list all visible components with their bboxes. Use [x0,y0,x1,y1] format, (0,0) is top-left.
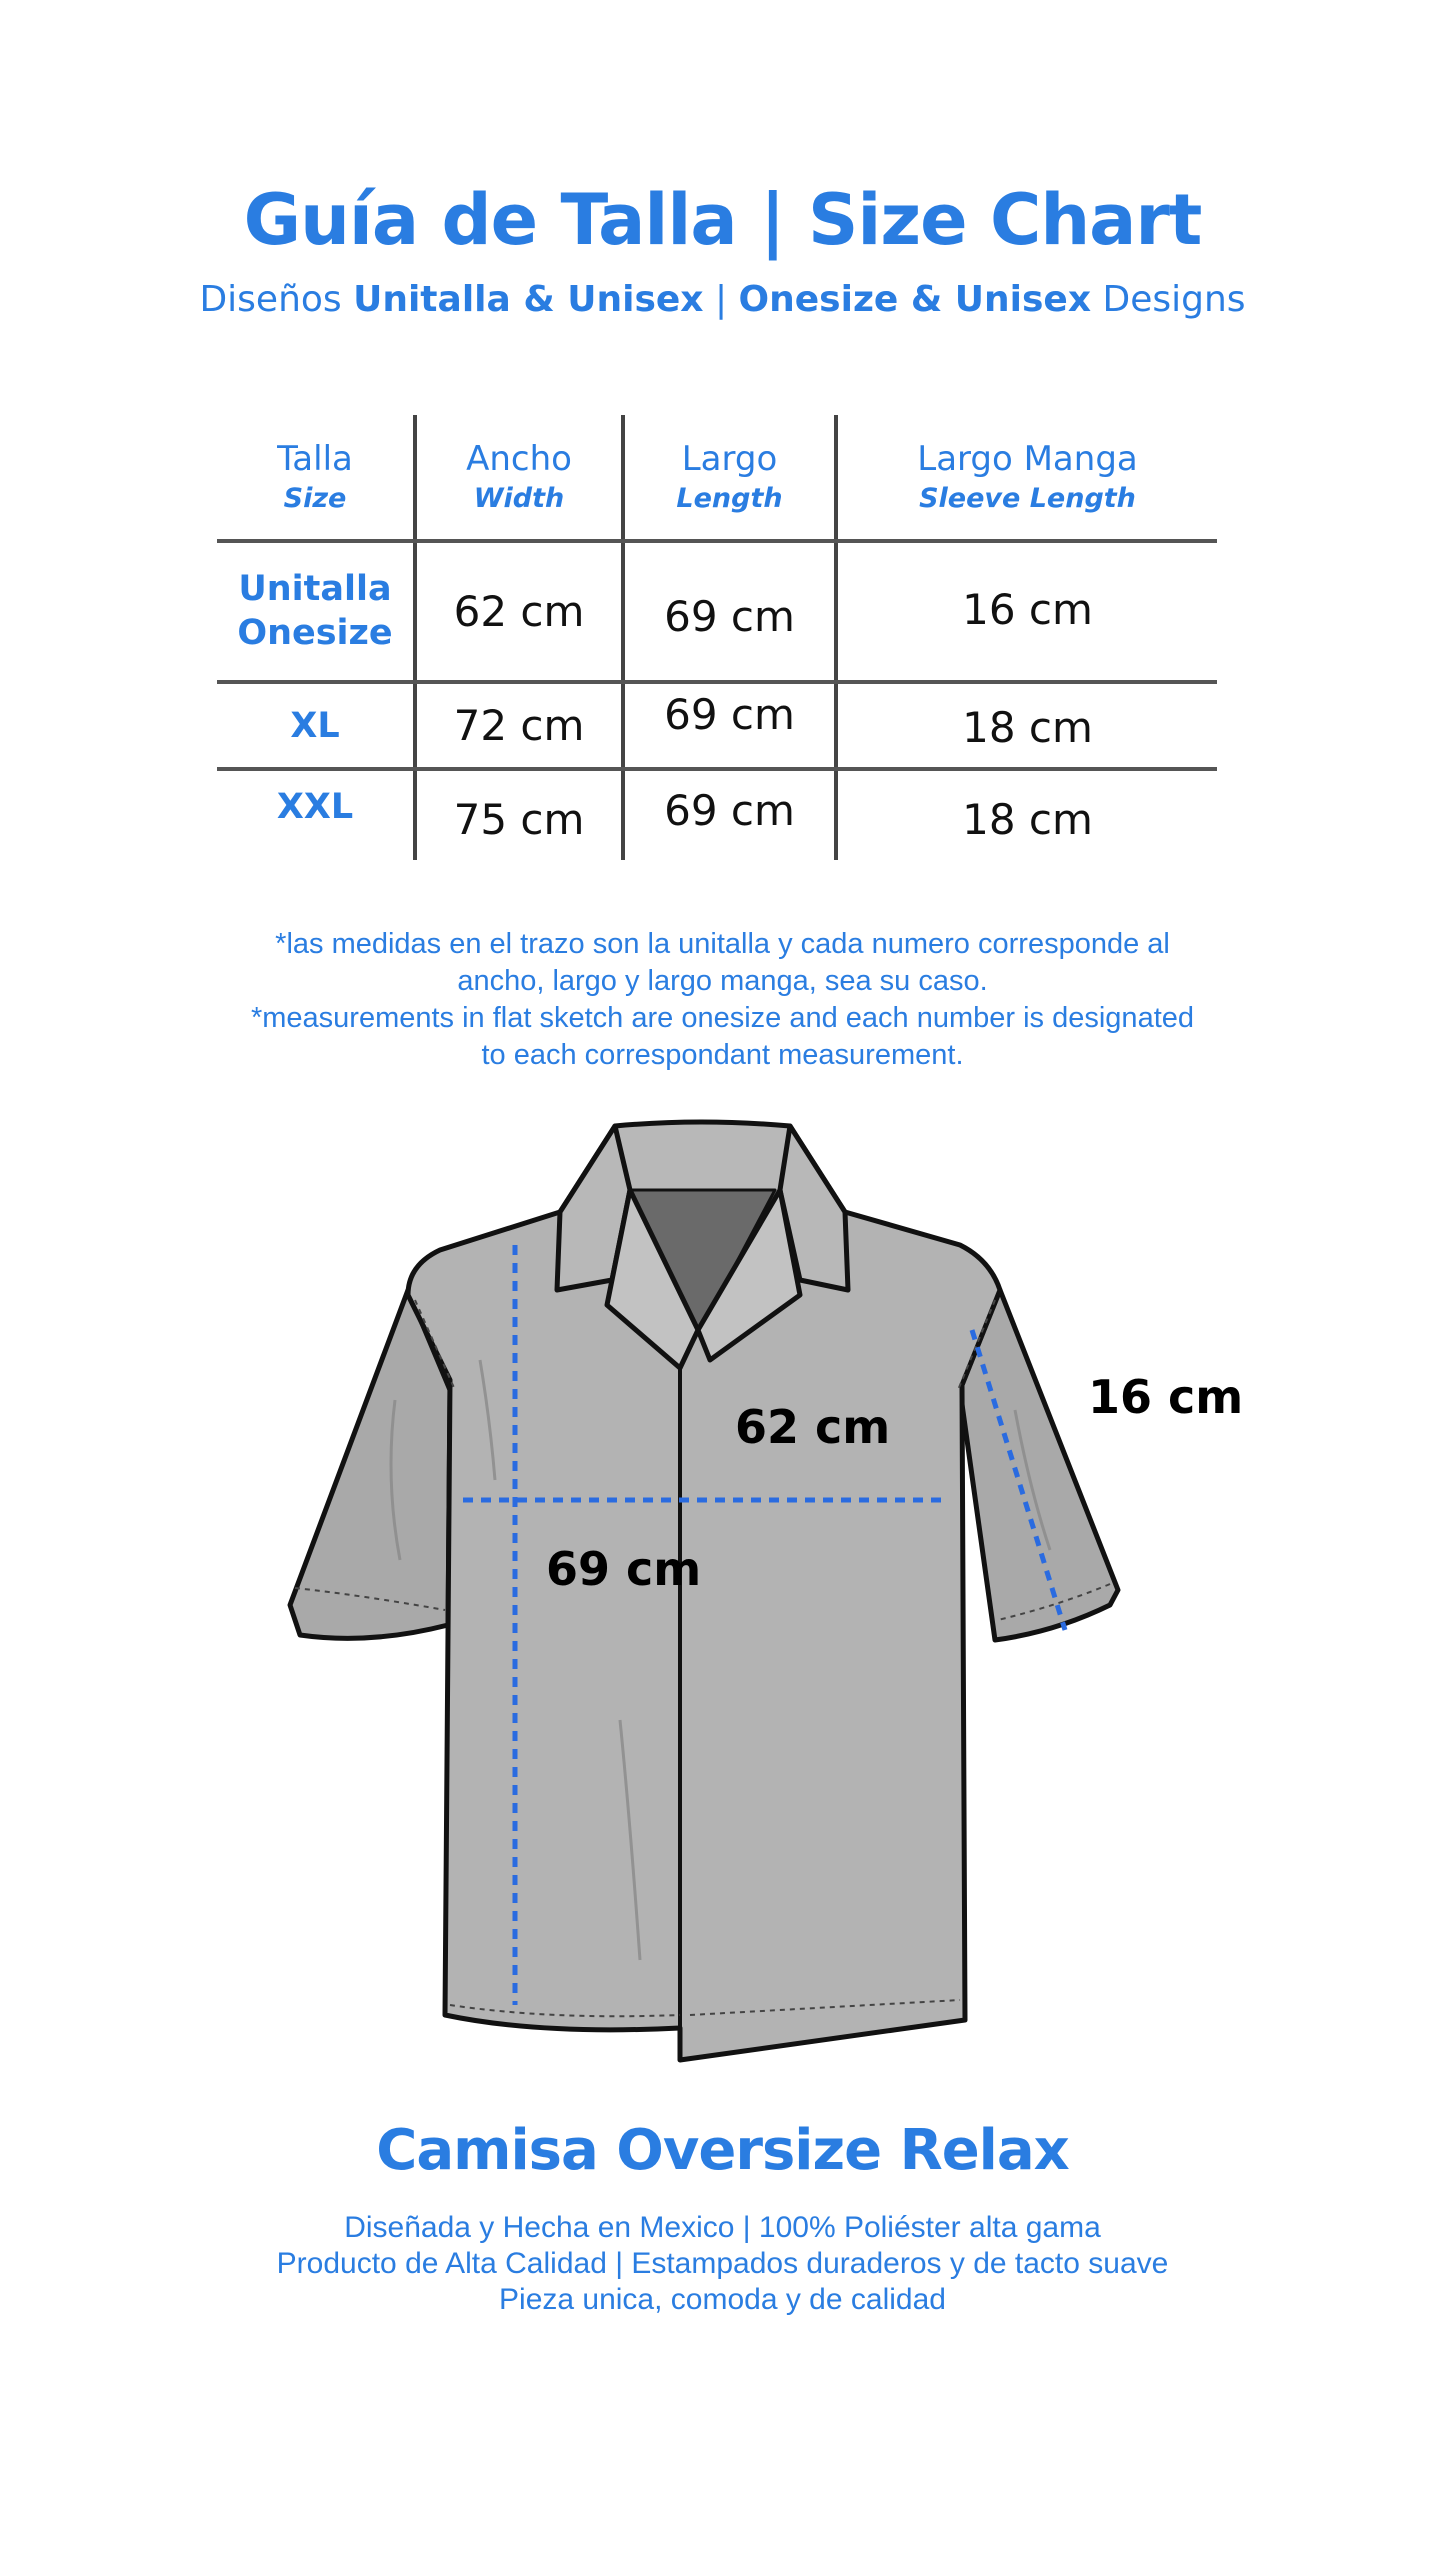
row-label-line1: XL [290,706,340,747]
measurement-note [0,926,1445,1074]
width-label: 62 cm [735,1400,891,1454]
subtitle-unitalla: Unitalla & Unisex [353,279,704,320]
cell-width: 62 cm [453,587,585,636]
table-cell [838,541,1217,678]
header-size-main: Talla [277,439,353,480]
note-line: *las medidas en el trazo son la unitalla y cada numero corresponde al [275,928,1170,960]
page-title: Guía de Talla | Size Chart [243,179,1202,261]
subtitle-post: Designs [1091,279,1246,320]
size-table [217,415,1217,860]
header-size [217,415,413,539]
table-cell [625,673,834,756]
description-line: Diseñada y Hecha en Mexico | 100% Poliéster alta gama [344,2211,1101,2244]
note-line: ancho, largo y largo manga, sea su caso. [457,965,988,997]
subtitle-onesize: Onesize & Unisex [738,279,1092,320]
row-label-line1: Unitalla [238,568,392,609]
note-line: *measurements in flat sketch are onesize and each number is designated [250,1002,1195,1034]
header-size-sub: Size [283,482,347,514]
cell-width: 75 cm [453,794,585,844]
table-cell [838,779,1217,859]
cell-sleeve: 18 cm [962,703,1093,752]
table-cell [417,684,621,767]
cell-sleeve: 18 cm [962,794,1093,844]
cell-length: 69 cm [664,592,795,641]
cell-length: 69 cm [664,690,795,739]
cell-width: 72 cm [453,701,585,750]
measurement-lines [0,1100,1445,2080]
header-sleeve-sub: Sleeve Length [919,482,1136,514]
table-cell [838,686,1217,769]
product-title: Camisa Oversize Relax [376,2118,1069,2183]
description-line: Pieza unica, comoda y de calidad [499,2283,946,2316]
shirt-sketch [0,1100,1445,2080]
table-cell [625,548,834,685]
header-sleeve-main: Largo Manga [917,439,1138,480]
header-length [625,415,834,539]
header-width-sub: Width [473,482,565,514]
row-label-line1: XXL [276,787,354,828]
row-label-line2: Onesize [237,612,393,653]
sleeve-measure-line [972,1330,1065,1630]
header-sleeve [838,415,1217,539]
description-line: Producto de Alta Calidad | Estampados duraderos y de tacto suave [276,2247,1169,2280]
header-width [417,415,621,539]
header-length-main: Largo [681,439,778,480]
length-label: 69 cm [546,1542,702,1596]
subtitle-separator: | [703,279,739,320]
header-width-main: Ancho [466,439,572,480]
subtitle-pre: Diseños [199,279,354,320]
table-row-label [217,543,413,680]
table-cell [625,770,834,850]
table-cell [417,543,621,680]
table-row-label [217,768,413,848]
cell-length: 69 cm [664,785,795,835]
page-subtitle [0,278,1445,321]
product-description [0,2210,1445,2318]
header-length-sub: Length [676,482,783,514]
note-line: to each correspondant measurement. [481,1039,964,1071]
cell-sleeve: 16 cm [962,585,1093,634]
table-cell [417,779,621,859]
sleeve-label: 16 cm [1088,1370,1244,1424]
table-row-label [217,687,413,767]
